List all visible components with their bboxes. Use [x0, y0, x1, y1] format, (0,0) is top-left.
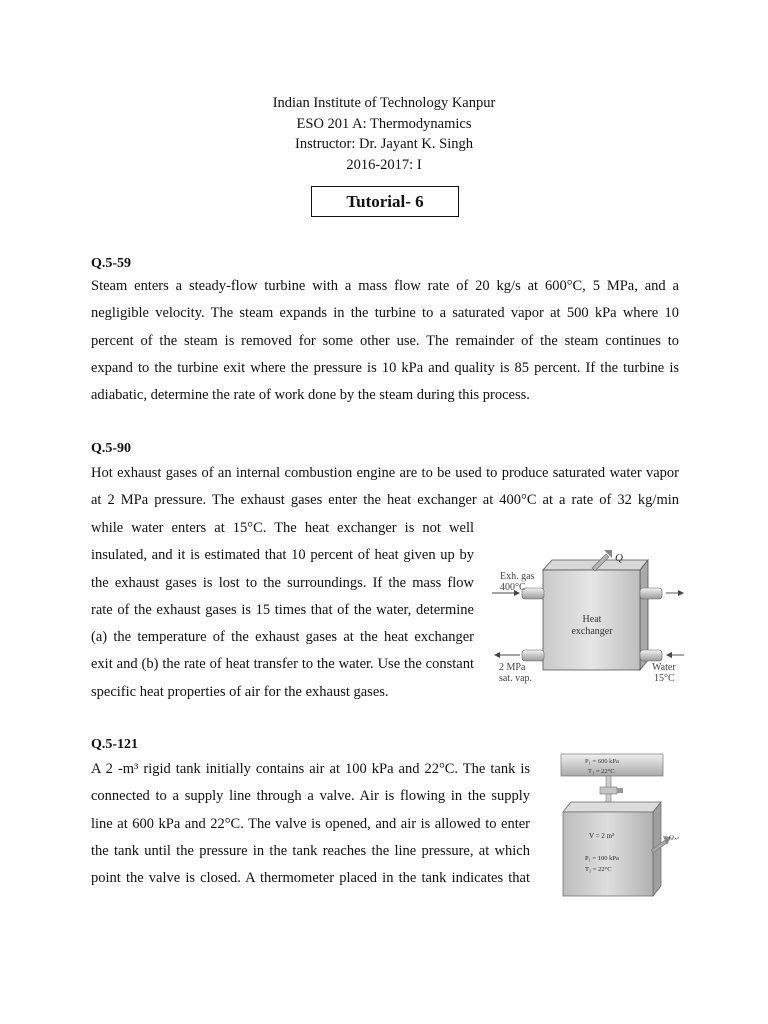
heat-loss-label: Q [615, 552, 623, 564]
course-name: ESO 201 A: Thermodynamics [296, 115, 472, 132]
text-line: negligible velocity. The steam expands in the turbine to a saturated vapor at 500 kPa where 10 [91, 305, 679, 322]
exhaust-gas-label: Exh. gas [500, 571, 535, 582]
steam-state-label: sat. vap. [499, 673, 533, 684]
text-line: at 2 MPa pressure. The exhaust gases enter the heat exchanger at 400°C at a rate of 32 kg/min [91, 492, 679, 509]
text-line: expand to the turbine exit where the pressure is 10 kPa and quality is 85 percent. If the turbine is [91, 359, 679, 376]
text-line: exit and (b) the rate of heat transfer to the water. Use the constant [91, 656, 474, 673]
text-line: the exhaust gases is lost to the surroundings. If the mass flow [91, 574, 474, 591]
tutorial-title: Tutorial- 6 [311, 186, 459, 217]
text-line: specific heat properties of air for the exhaust gases. [91, 683, 389, 700]
tank-volume-label: V = 2 m³ [589, 832, 615, 840]
tank-body [563, 812, 653, 896]
instructor-name: Instructor: Dr. Jayant K. Singh [294, 136, 473, 152]
heat-label: Heat [582, 614, 602, 625]
steam-pressure-label: 2 MPa [499, 662, 526, 673]
question-text [91, 460, 679, 515]
tank-temp-label: T₁ = 22°C [585, 866, 612, 873]
text-line: A 2 -m³ rigid tank initially contains air at 100 kPa and 22°C. The tank is [91, 761, 530, 777]
text-line: the tank until the pressure in the tank reaches the line pressure, at which [91, 842, 530, 859]
water-temp-label: 15°C [654, 673, 675, 684]
valve-icon [600, 787, 617, 794]
line-pressure-label: P₁ = 600 kPa [585, 758, 619, 765]
session: 2016-2017: I [346, 156, 422, 173]
heat-out-label: Qₒᵤₜ [669, 834, 680, 841]
line-temp-label: T₁ = 22°C [588, 768, 615, 775]
institute-name: Indian Institute of Technology Kanpur [272, 95, 496, 111]
text-line: adiabatic, determine the rate of work done by the steam during this process. [91, 387, 530, 404]
question-text-wrapped [91, 515, 474, 706]
question-id: Q.5-121 [91, 737, 139, 752]
text-line: percent of the steam is removed for some other use. The remainder of the steam continues to [91, 332, 679, 349]
tank-pressure-label: P₁ = 100 kPa [585, 855, 619, 862]
question-text [91, 273, 679, 409]
exhaust-temp-label: 400°C [500, 582, 526, 593]
question-id: Q.5-90 [91, 441, 132, 456]
document-header [0, 93, 768, 175]
text-line: insulated, and it is estimated that 10 percent of heat given up by [91, 547, 474, 564]
heat-exchanger-figure [490, 548, 685, 698]
question-text [91, 756, 530, 892]
exchanger-label: exchanger [571, 626, 613, 637]
text-line: while water enters at 15°C. The heat exchanger is not well [91, 520, 474, 536]
text-line: (a) the temperature of the exhaust gases at the heat exchanger [91, 629, 474, 646]
text-line: line at 600 kPa and 22°C. The valve is opened, and air is allowed to enter [91, 815, 530, 832]
text-line: Hot exhaust gases of an internal combustion engine are to be used to produce saturated water vapor [91, 465, 679, 481]
water-label: Water [652, 662, 676, 673]
text-line: Steam enters a steady-flow turbine with a mass flow rate of 20 kg/s at 600°C, 5 MPa, and a [91, 278, 679, 294]
rigid-tank-figure [555, 750, 690, 900]
question-id: Q.5-59 [91, 256, 132, 271]
text-line: connected to a supply line through a valve. Air is flowing in the supply [91, 788, 530, 805]
text-line: rate of the exhaust gases is 15 times that of the water, determine [91, 601, 474, 618]
text-line: point the valve is closed. A thermometer placed in the tank indicates that [91, 870, 530, 887]
